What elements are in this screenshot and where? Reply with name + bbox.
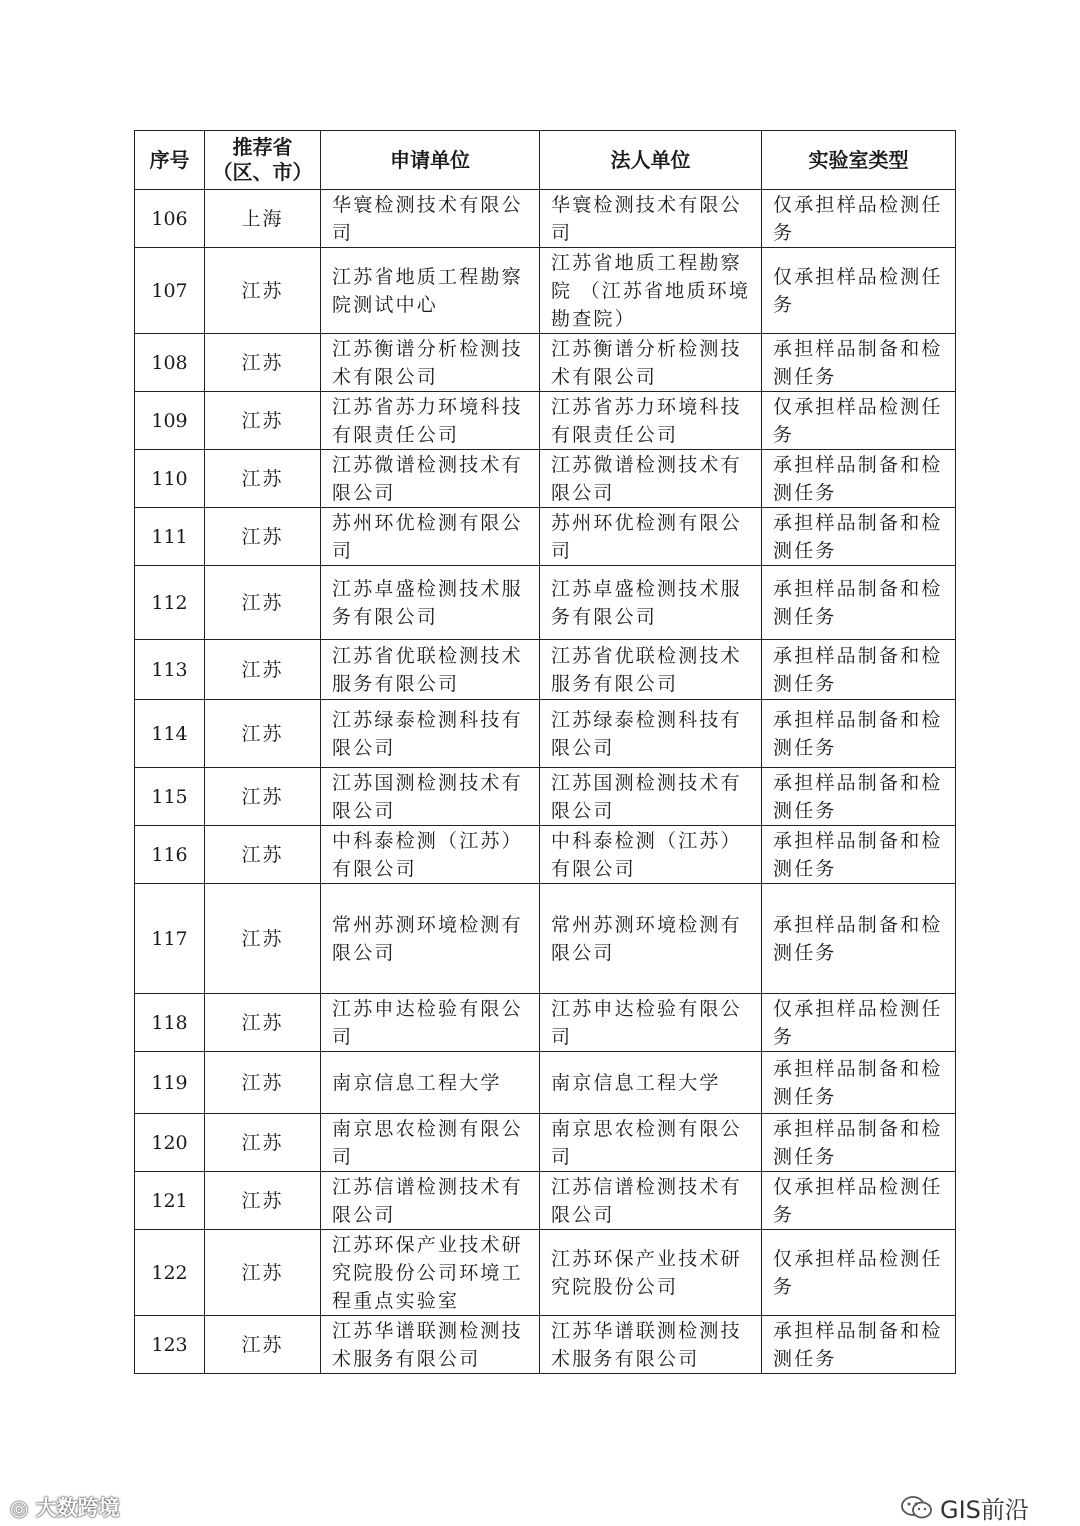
table-header-row — [135, 131, 956, 190]
table-row — [135, 566, 956, 640]
table-row — [135, 1172, 956, 1230]
watermark-left — [10, 1492, 120, 1522]
wechat-icon — [900, 1495, 934, 1521]
applicant-cell: 江苏环保产业技术研究院股份公司环境工程重点实验室 — [321, 1230, 540, 1316]
lab-list-table — [134, 130, 956, 1374]
legal-entity-cell: 常州苏测环境检测有限公司 — [540, 884, 762, 994]
province-cell: 江苏 — [205, 248, 321, 334]
applicant-cell: 南京思农检测有限公司 — [321, 1114, 540, 1172]
serial-cell: 120 — [135, 1114, 205, 1172]
table-row — [135, 700, 956, 768]
lab-type-cell: 承担样品制备和检测任务 — [762, 508, 956, 566]
table-row — [135, 248, 956, 334]
header-applicant: 申请单位 — [321, 131, 540, 190]
applicant-cell: 江苏华谱联测检测技术服务有限公司 — [321, 1316, 540, 1374]
legal-entity-cell: 中科泰检测（江苏）有限公司 — [540, 826, 762, 884]
applicant-cell: 江苏微谱检测技术有限公司 — [321, 450, 540, 508]
legal-entity-cell: 江苏微谱检测技术有限公司 — [540, 450, 762, 508]
serial-cell: 108 — [135, 334, 205, 392]
legal-entity-cell: 江苏信谱检测技术有限公司 — [540, 1172, 762, 1230]
lab-type-cell: 承担样品制备和检测任务 — [762, 450, 956, 508]
serial-cell: 122 — [135, 1230, 205, 1316]
serial-cell: 112 — [135, 566, 205, 640]
province-cell: 江苏 — [205, 1114, 321, 1172]
applicant-cell: 江苏省地质工程勘察院测试中心 — [321, 248, 540, 334]
serial-cell: 117 — [135, 884, 205, 994]
table-row — [135, 450, 956, 508]
serial-cell: 115 — [135, 768, 205, 826]
province-cell: 江苏 — [205, 1052, 321, 1114]
province-cell: 江苏 — [205, 994, 321, 1052]
lab-type-cell: 仅承担样品检测任务 — [762, 1230, 956, 1316]
province-cell: 江苏 — [205, 508, 321, 566]
lab-type-cell: 承担样品制备和检测任务 — [762, 700, 956, 768]
serial-cell: 106 — [135, 190, 205, 248]
applicant-cell: 江苏国测检测技术有限公司 — [321, 768, 540, 826]
lab-type-cell: 承担样品制备和检测任务 — [762, 884, 956, 994]
table-row — [135, 640, 956, 700]
header-legal-entity: 法人单位 — [540, 131, 762, 190]
applicant-cell: 南京信息工程大学 — [321, 1052, 540, 1114]
watermark-right-text: GIS前沿 — [940, 1496, 1029, 1524]
province-cell: 江苏 — [205, 450, 321, 508]
applicant-cell: 常州苏测环境检测有限公司 — [321, 884, 540, 994]
header-province: 推荐省 （区、市） — [205, 131, 321, 190]
table-row — [135, 768, 956, 826]
watermark-left-text: 大数跨境 — [35, 1496, 120, 1520]
legal-entity-cell: 华寰检测技术有限公司 — [540, 190, 762, 248]
serial-cell: 107 — [135, 248, 205, 334]
legal-entity-cell: 江苏衡谱分析检测技术有限公司 — [540, 334, 762, 392]
serial-cell: 116 — [135, 826, 205, 884]
table-row — [135, 508, 956, 566]
province-cell: 江苏 — [205, 1230, 321, 1316]
province-cell: 江苏 — [205, 334, 321, 392]
table-row — [135, 392, 956, 450]
province-cell: 江苏 — [205, 826, 321, 884]
serial-cell: 123 — [135, 1316, 205, 1374]
applicant-cell: 江苏信谱检测技术有限公司 — [321, 1172, 540, 1230]
province-cell: 江苏 — [205, 566, 321, 640]
applicant-cell: 江苏绿泰检测科技有限公司 — [321, 700, 540, 768]
legal-entity-cell: 江苏绿泰检测科技有限公司 — [540, 700, 762, 768]
weibo-icon: ◎ — [10, 1496, 36, 1520]
legal-entity-cell: 江苏华谱联测检测技术服务有限公司 — [540, 1316, 762, 1374]
serial-cell: 118 — [135, 994, 205, 1052]
province-cell: 江苏 — [205, 640, 321, 700]
legal-entity-cell: 南京思农检测有限公司 — [540, 1114, 762, 1172]
province-cell: 江苏 — [205, 884, 321, 994]
header-lab-type: 实验室类型 — [762, 131, 956, 190]
legal-entity-cell: 江苏申达检验有限公司 — [540, 994, 762, 1052]
serial-cell: 114 — [135, 700, 205, 768]
serial-cell: 111 — [135, 508, 205, 566]
lab-type-cell: 承担样品制备和检测任务 — [762, 334, 956, 392]
lab-type-cell: 承担样品制备和检测任务 — [762, 1052, 956, 1114]
applicant-cell: 江苏衡谱分析检测技术有限公司 — [321, 334, 540, 392]
header-serial: 序号 — [135, 131, 205, 190]
province-cell: 江苏 — [205, 392, 321, 450]
province-cell: 江苏 — [205, 1316, 321, 1374]
applicant-cell: 中科泰检测（江苏）有限公司 — [321, 826, 540, 884]
province-cell: 江苏 — [205, 1172, 321, 1230]
lab-type-cell: 仅承担样品检测任务 — [762, 248, 956, 334]
table-row — [135, 994, 956, 1052]
watermark-right — [900, 1490, 1029, 1525]
applicant-cell: 江苏申达检验有限公司 — [321, 994, 540, 1052]
applicant-cell: 江苏省优联检测技术服务有限公司 — [321, 640, 540, 700]
lab-type-cell: 承担样品制备和检测任务 — [762, 640, 956, 700]
province-cell: 上海 — [205, 190, 321, 248]
table-row — [135, 1114, 956, 1172]
table-row — [135, 1316, 956, 1374]
legal-entity-cell: 江苏省优联检测技术服务有限公司 — [540, 640, 762, 700]
legal-entity-cell: 苏州环优检测有限公司 — [540, 508, 762, 566]
lab-type-cell: 承担样品制备和检测任务 — [762, 826, 956, 884]
lab-type-cell: 承担样品制备和检测任务 — [762, 1316, 956, 1374]
applicant-cell: 华寰检测技术有限公司 — [321, 190, 540, 248]
lab-type-cell: 仅承担样品检测任务 — [762, 190, 956, 248]
table-row — [135, 334, 956, 392]
lab-type-cell: 承担样品制备和检测任务 — [762, 566, 956, 640]
legal-entity-cell: 江苏省苏力环境科技有限责任公司 — [540, 392, 762, 450]
legal-entity-cell: 南京信息工程大学 — [540, 1052, 762, 1114]
applicant-cell: 江苏卓盛检测技术服务有限公司 — [321, 566, 540, 640]
applicant-cell: 苏州环优检测有限公司 — [321, 508, 540, 566]
lab-type-cell: 仅承担样品检测任务 — [762, 392, 956, 450]
lab-type-cell: 承担样品制备和检测任务 — [762, 1114, 956, 1172]
serial-cell: 110 — [135, 450, 205, 508]
serial-cell: 113 — [135, 640, 205, 700]
table-row — [135, 1052, 956, 1114]
lab-type-cell: 仅承担样品检测任务 — [762, 994, 956, 1052]
table-row — [135, 884, 956, 994]
lab-type-cell: 仅承担样品检测任务 — [762, 1172, 956, 1230]
province-cell: 江苏 — [205, 700, 321, 768]
legal-entity-cell: 江苏省地质工程勘察院 （江苏省地质环境勘查院） — [540, 248, 762, 334]
table-row — [135, 1230, 956, 1316]
legal-entity-cell: 江苏卓盛检测技术服务有限公司 — [540, 566, 762, 640]
legal-entity-cell: 江苏国测检测技术有限公司 — [540, 768, 762, 826]
serial-cell: 121 — [135, 1172, 205, 1230]
lab-type-cell: 承担样品制备和检测任务 — [762, 768, 956, 826]
serial-cell: 119 — [135, 1052, 205, 1114]
serial-cell: 109 — [135, 392, 205, 450]
applicant-cell: 江苏省苏力环境科技有限责任公司 — [321, 392, 540, 450]
legal-entity-cell: 江苏环保产业技术研究院股份公司 — [540, 1230, 762, 1316]
table-row — [135, 826, 956, 884]
table-row — [135, 190, 956, 248]
province-cell: 江苏 — [205, 768, 321, 826]
